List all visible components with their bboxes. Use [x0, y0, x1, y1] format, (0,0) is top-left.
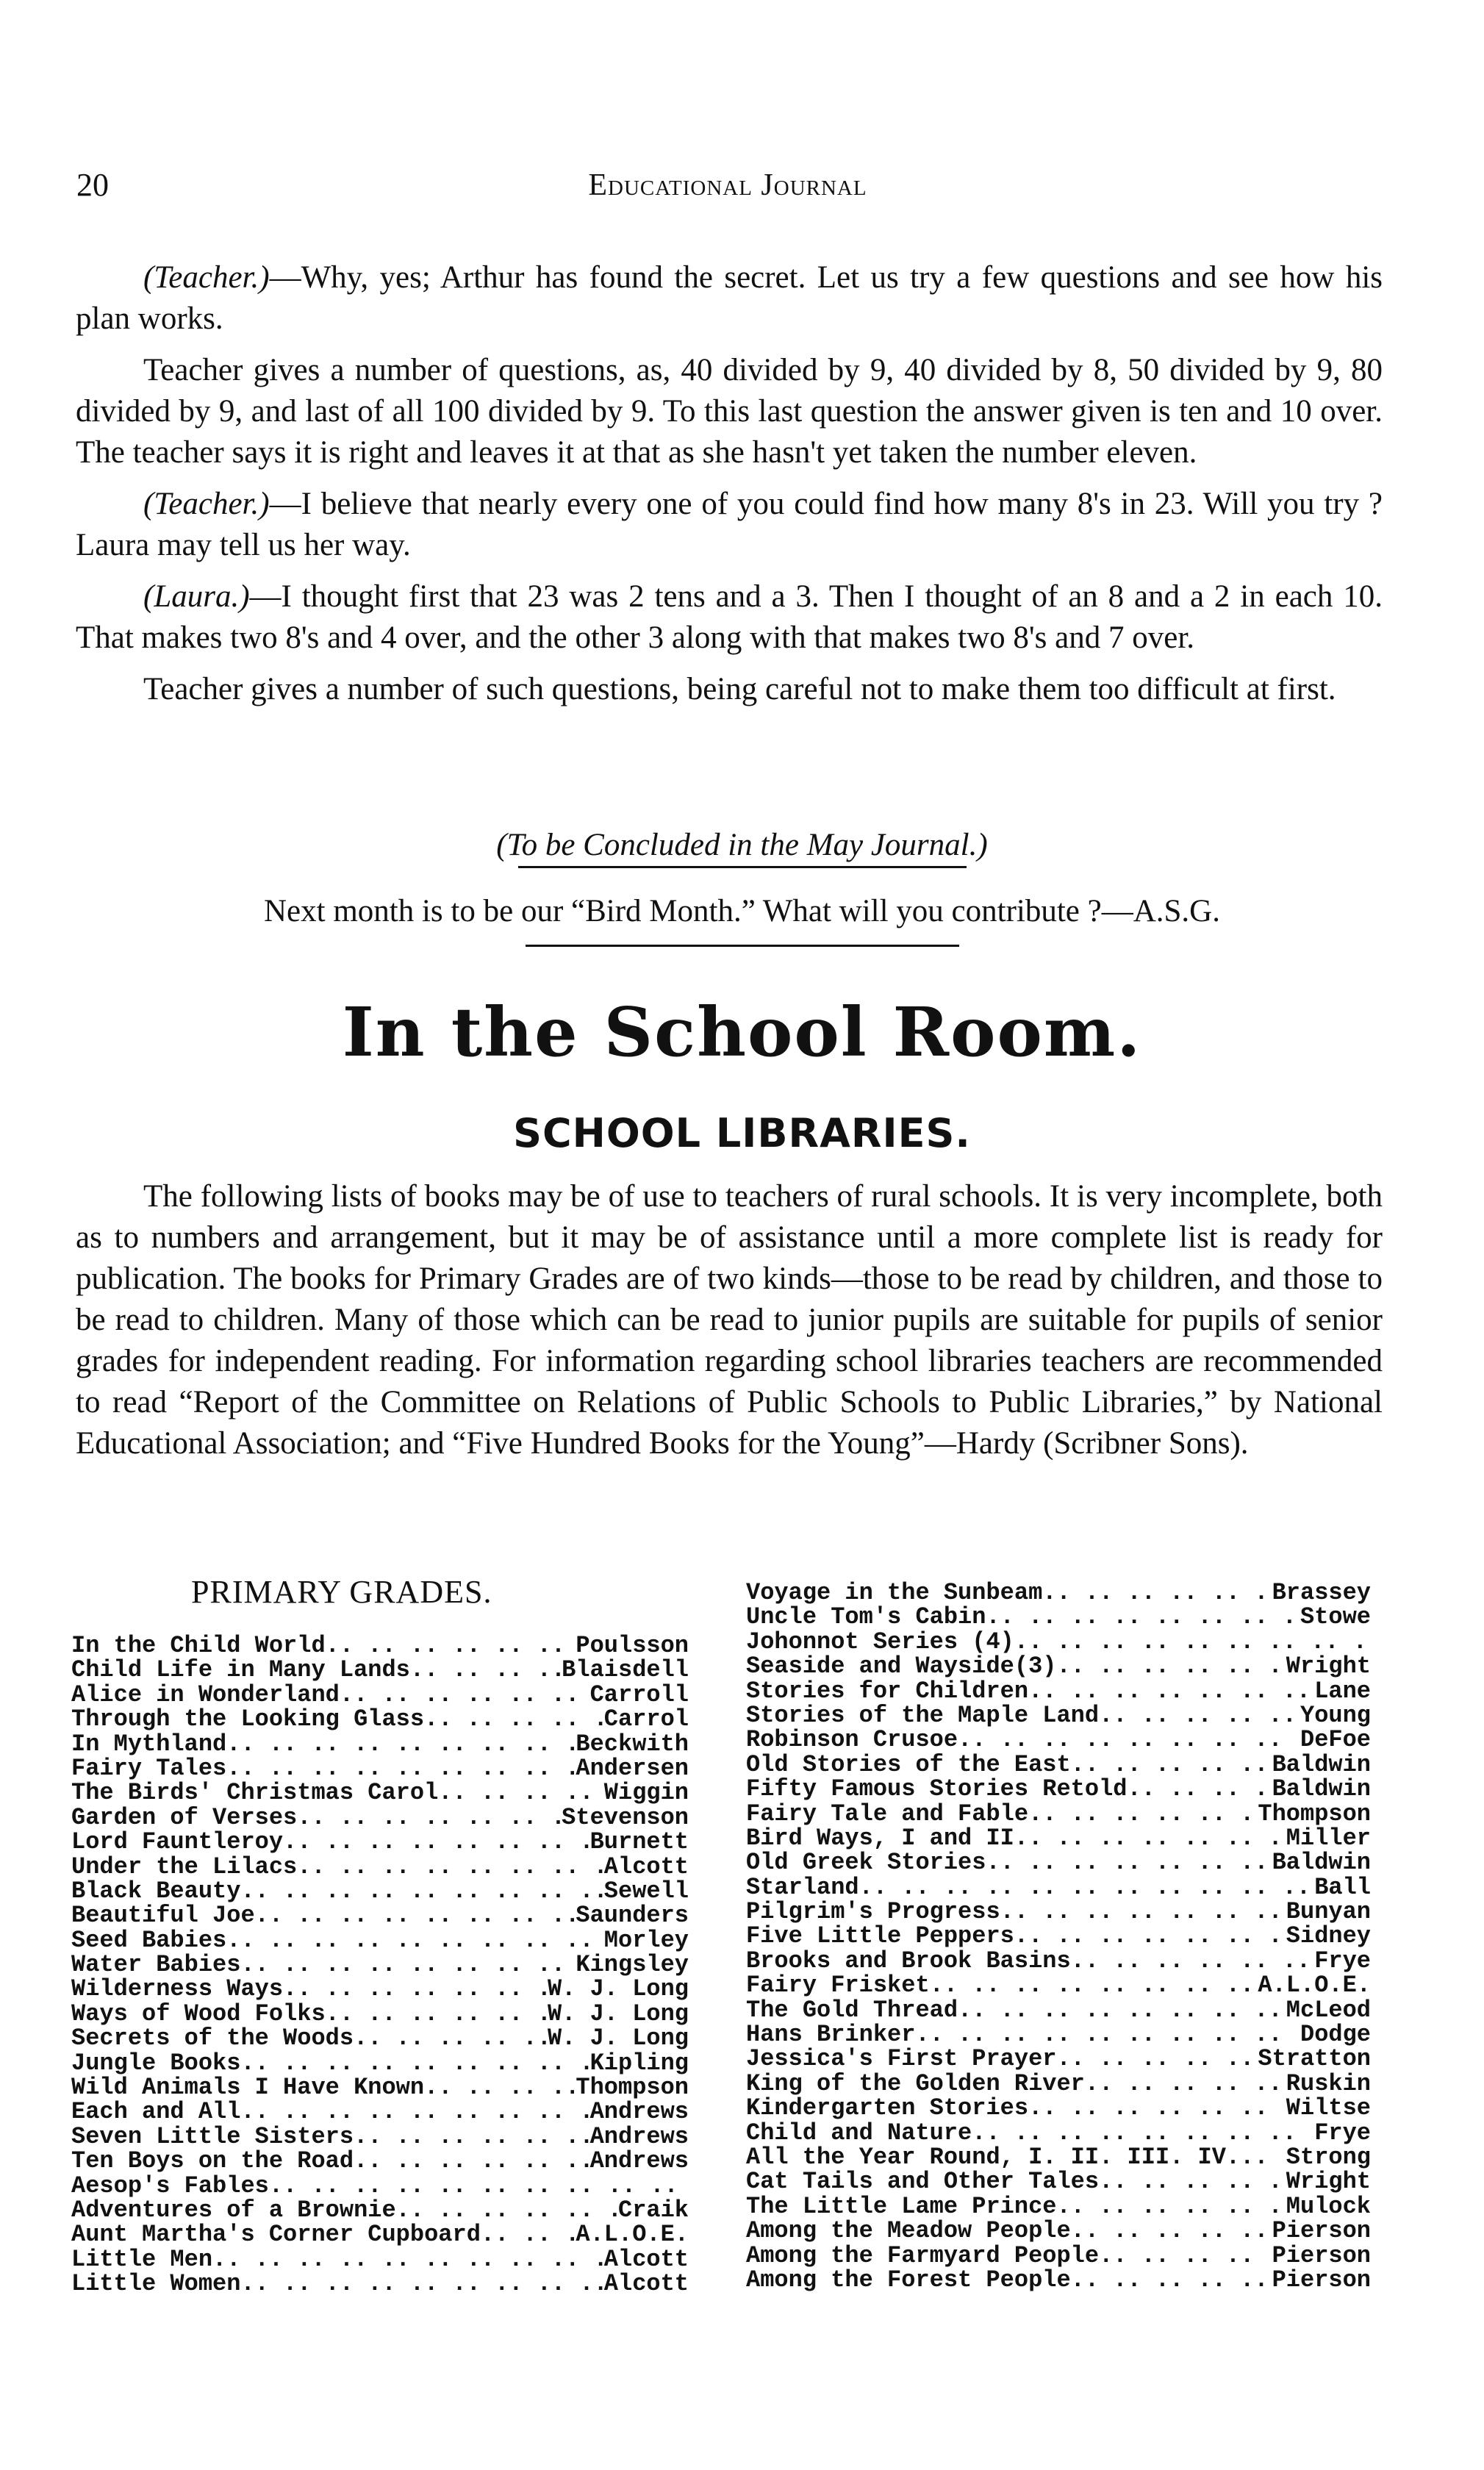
- leader-dots: [1056, 2194, 1286, 2219]
- book-title: Pilgrim's Progress: [746, 1900, 1000, 1925]
- leader-dots: [269, 2174, 689, 2198]
- book-title: The Birds' Christmas Carol: [71, 1780, 439, 1805]
- book-author: Young: [1300, 1703, 1371, 1728]
- book-entry: [71, 2124, 689, 2149]
- leader-dots: [240, 2272, 603, 2296]
- book-entry: [746, 2072, 1371, 2096]
- lesson-text: [76, 257, 1383, 710]
- leader-dots: [1099, 2244, 1272, 2268]
- leader-dots: [283, 1977, 548, 2001]
- book-entry: [71, 1683, 689, 1707]
- book-author: Burnett: [589, 1830, 689, 1855]
- leader-dots: [1127, 1777, 1272, 1801]
- book-list-left: [71, 1633, 689, 2297]
- book-title: Aunt Martha's Corner Cupboard: [71, 2222, 481, 2247]
- leader-dots: [226, 1756, 576, 1780]
- book-author: Kipling: [589, 2050, 689, 2076]
- book-title: Adventures of a Brownie: [71, 2197, 396, 2223]
- paragraph: Teacher gives a number of such questions, being careful not to make them too difficult at first.: [143, 672, 1336, 706]
- leader-dots: [972, 2121, 1314, 2145]
- book-author: Andersen: [576, 1755, 689, 1781]
- book-title: Starland: [746, 1875, 859, 1900]
- book-entry: [71, 2002, 689, 2026]
- bird-month-note: Next month is to be our “Bird Month.” What will you contribute ?—A.S.G.: [264, 894, 1220, 928]
- book-entry: [746, 1630, 1371, 1654]
- book-author: Saunders: [576, 1903, 689, 1928]
- speaker: (Laura.): [143, 579, 250, 614]
- leader-dots: [986, 1605, 1300, 1629]
- book-author: W. J. Long: [547, 1977, 689, 2002]
- leader-dots: [1071, 2219, 1272, 2243]
- book-title: Ways of Wood Folks: [71, 2001, 326, 2027]
- book-title: All the Year Round, I. II. III. IV.: [746, 2144, 1241, 2170]
- book-author: Kingsley: [576, 1952, 689, 1977]
- book-entry: [746, 2194, 1371, 2219]
- book-entry: [746, 2096, 1371, 2120]
- book-title: Wilderness Ways: [71, 1977, 284, 2002]
- book-author: Alcott: [603, 1854, 689, 1879]
- book-entry: [71, 1707, 689, 1731]
- running-head: [74, 166, 1382, 210]
- leader-dots: [424, 2075, 576, 2100]
- leader-dots: [240, 1879, 603, 1903]
- book-title: Voyage in the Sunbeam: [746, 1581, 1043, 1606]
- book-title: Among the Forest People: [746, 2267, 1071, 2293]
- book-author: Dodge: [1300, 2022, 1371, 2047]
- book-author: Pierson: [1272, 2219, 1371, 2244]
- book-title: Beautiful Joe: [71, 1903, 255, 1928]
- book-author: Craik: [617, 2197, 689, 2223]
- book-author: Stowe: [1300, 1605, 1371, 1630]
- book-title: Cat Tails and Other Tales: [746, 2169, 1100, 2194]
- leader-dots: [1042, 1581, 1272, 1605]
- book-author: Baldwin: [1272, 1777, 1371, 1802]
- leader-dots: [1014, 1924, 1286, 1948]
- book-title: Fairy Tales: [71, 1755, 227, 1781]
- book-entry: [746, 1753, 1371, 1777]
- divider: [518, 866, 967, 868]
- book-entry: [746, 1777, 1371, 1801]
- book-author: Andrews: [589, 2149, 689, 2174]
- book-author: W. J. Long: [547, 2001, 689, 2027]
- book-title: Stories of the Maple Land: [746, 1703, 1100, 1728]
- leader-dots: [354, 2026, 548, 2050]
- book-title: In Mythland: [71, 1731, 227, 1756]
- book-author: W. J. Long: [547, 2026, 689, 2051]
- book-title: Robinson Crusoe: [746, 1728, 958, 1753]
- book-title: The Gold Thread: [746, 1997, 958, 2023]
- intro-text: [76, 1176, 1383, 1464]
- book-author: Baldwin: [1272, 1752, 1371, 1778]
- book-entry: [746, 2121, 1371, 2145]
- book-entry: [746, 1654, 1371, 1678]
- book-title: Little Women: [71, 2272, 241, 2297]
- book-title: Ten Boys on the Road: [71, 2149, 354, 2174]
- divider: [526, 945, 959, 947]
- book-title: The Little Lame Prince: [746, 2194, 1057, 2219]
- leader-dots: [481, 2222, 576, 2247]
- book-entry: [746, 1998, 1371, 2022]
- book-title: Fairy Frisket: [746, 1973, 930, 1998]
- book-author: Lane: [1314, 1678, 1371, 1703]
- leader-dots: [1071, 1753, 1272, 1777]
- leader-dots: [1000, 1900, 1286, 1924]
- book-author: Wright: [1286, 2169, 1371, 2194]
- book-author: McLeod: [1286, 1997, 1371, 2023]
- book-entry: [746, 1924, 1371, 1948]
- book-entry: [71, 2051, 689, 2075]
- book-author: Bunyan: [1286, 1900, 1371, 1925]
- book-title: Lord Fauntleroy: [71, 1830, 284, 1855]
- paragraph-text: —Why, yes; Arthur has found the secret. Let us try a few questions and see how his plan works.: [76, 260, 1383, 336]
- book-author: Poulsson: [576, 1633, 689, 1658]
- leader-dots: [354, 2149, 590, 2173]
- book-title: Seed Babies: [71, 1927, 227, 1953]
- book-entry: [71, 2222, 689, 2247]
- book-entry: [71, 2198, 689, 2222]
- book-author: Morley: [603, 1927, 689, 1953]
- book-author: A.L.O.E.: [1258, 1973, 1371, 1998]
- leader-dots: [438, 1780, 604, 1805]
- paragraph: [76, 257, 1383, 340]
- book-entry: [71, 1879, 689, 1903]
- section-subheading: SCHOOL LIBRARIES.: [513, 1110, 971, 1156]
- book-author: Pierson: [1272, 2267, 1371, 2293]
- book-entry: [71, 1855, 689, 1879]
- book-author: Strong: [1286, 2144, 1371, 2170]
- leader-dots: [1056, 2047, 1258, 2071]
- book-title: Old Stories of the East: [746, 1752, 1071, 1778]
- leader-dots: [915, 2022, 1300, 2047]
- book-entry: [71, 2174, 689, 2198]
- leader-dots: [1028, 1679, 1314, 1703]
- book-title: Seven Little Sisters: [71, 2124, 354, 2149]
- book-entry: [746, 1973, 1371, 1997]
- book-title: King of the Golden River: [746, 2071, 1085, 2097]
- book-title: Brooks and Brook Basins: [746, 1948, 1071, 1974]
- book-title: Fifty Famous Stories Retold: [746, 1777, 1128, 1802]
- book-title: Through the Looking Glass: [71, 1707, 425, 1732]
- book-title: Secrets of the Woods: [71, 2026, 354, 2051]
- book-entry: [71, 1805, 689, 1830]
- list-title: PRIMARY GRADES.: [191, 1574, 492, 1610]
- leader-dots: [1014, 1630, 1371, 1654]
- book-title: Fairy Tale and Fable: [746, 1801, 1029, 1826]
- book-entry: [746, 1581, 1371, 1605]
- book-entry: [746, 1802, 1371, 1826]
- book-title: Under the Lilacs: [71, 1854, 298, 1879]
- book-title: Each and All: [71, 2100, 241, 2124]
- book-entry: [746, 1728, 1371, 1752]
- book-entry: [746, 2169, 1371, 2194]
- book-entry: [746, 2244, 1371, 2268]
- leader-dots: [226, 1928, 604, 1952]
- book-title: Child Life in Many Lands: [71, 1658, 410, 1683]
- book-entry: [746, 2047, 1371, 2071]
- book-author: Wiltse: [1286, 2096, 1371, 2121]
- leader-dots: [1071, 2268, 1272, 2292]
- book-author: Sewell: [603, 1878, 689, 1904]
- leader-dots: [958, 1998, 1286, 2022]
- book-title: Among the Meadow People: [746, 2219, 1071, 2244]
- leader-dots: [1014, 1826, 1286, 1850]
- book-author: DeFoe: [1300, 1728, 1371, 1753]
- to-be-concluded-note: (To be Concluded in the May Journal.): [496, 828, 988, 862]
- book-entry: [71, 1780, 689, 1805]
- book-entry: [746, 1949, 1371, 1973]
- book-entry: [746, 2268, 1371, 2292]
- book-author: Thompson: [1258, 1801, 1371, 1826]
- leader-dots: [297, 1855, 604, 1879]
- paragraph-text: —I thought first that 23 was 2 tens and a 3. Then I thought of an 8 and a 2 in each 10. That makes two 8's and 4 over, and the other 3 along with that makes two 8's and 7 over.: [76, 579, 1383, 655]
- leader-dots: [212, 2247, 604, 2272]
- book-title: Uncle Tom's Cabin: [746, 1605, 986, 1630]
- leader-dots: [240, 2100, 589, 2124]
- book-entry: [746, 2219, 1371, 2243]
- book-entry: [71, 1732, 689, 1756]
- book-author: Frye: [1314, 1948, 1371, 1974]
- book-author: Andrews: [589, 2124, 689, 2149]
- paragraph: The following lists of books may be of use to teachers of rural schools. It is very incomplete, both as to numbers and arrangement, but it may be of assistance until a more complete list is ready for publication. The books for Primary Grades are of two kinds—those to be read by children, and those to be read to children. Many of those which can be read to junior pupils are suitable for pupils of senior grades for independent reading. For information regarding school libraries teachers are recommended to read “Report of the Committee on Relations of Public Schools to Public Libraries,” by National Educational Association; and “Five Hundred Books for the Young”—Hardy (Scribner Sons).: [76, 1179, 1383, 1461]
- section-heading: In the School Room.: [342, 992, 1142, 1072]
- paragraph: [76, 484, 1383, 566]
- book-entry: [71, 1928, 689, 1952]
- leader-dots: [1071, 1949, 1315, 1973]
- book-author: Mulock: [1286, 2194, 1371, 2219]
- leader-dots: [958, 1728, 1300, 1752]
- leader-dots: [283, 1830, 590, 1854]
- book-author: Frye: [1314, 2120, 1371, 2145]
- book-entry: [746, 1875, 1371, 1900]
- book-author: Sidney: [1286, 1924, 1371, 1949]
- book-author: Alcott: [603, 2247, 689, 2272]
- book-title: Seaside and Wayside(3): [746, 1654, 1057, 1679]
- book-author: Wiggin: [603, 1780, 689, 1805]
- book-title: Johonnot Series (4): [746, 1629, 1014, 1655]
- book-entry: [71, 1658, 689, 1682]
- book-entry: [71, 1952, 689, 1977]
- book-title: Among the Farmyard People: [746, 2243, 1100, 2268]
- book-entry: [746, 1826, 1371, 1850]
- leader-dots: [1028, 1802, 1258, 1826]
- book-title: Five Little Peppers: [746, 1924, 1014, 1949]
- book-author: Blaisdell: [562, 1658, 689, 1683]
- book-author: Carroll: [589, 1682, 689, 1708]
- book-title: Kindergarten Stories: [746, 2096, 1029, 2121]
- paragraph-text: —I believe that nearly every one of you could find how many 8's in 23. Will you try ? Laura may tell us her way.: [76, 487, 1383, 562]
- book-author: Wright: [1286, 1654, 1371, 1679]
- leader-dots: [326, 2002, 548, 2026]
- book-title: Water Babies: [71, 1952, 241, 1977]
- book-author: Pierson: [1272, 2243, 1371, 2268]
- book-entry: [746, 1679, 1371, 1703]
- book-author: Ruskin: [1286, 2071, 1371, 2097]
- leader-dots: [340, 1683, 590, 1707]
- book-entry: [746, 2022, 1371, 2047]
- leader-dots: [1028, 2096, 1286, 2120]
- leader-dots: [326, 1633, 576, 1658]
- journal-title: Educational Journal: [588, 168, 867, 202]
- book-title: Aesop's Fables: [71, 2173, 269, 2198]
- book-entry: [71, 2026, 689, 2050]
- book-author: Brassey: [1272, 1581, 1371, 1606]
- leader-dots: [354, 2124, 590, 2149]
- leader-dots: [410, 1658, 562, 1682]
- leader-dots: [226, 1732, 576, 1756]
- book-entry: [746, 2145, 1371, 2169]
- book-entry: [71, 2272, 689, 2296]
- book-entry: [71, 2149, 689, 2173]
- book-author: Thompson: [576, 2075, 689, 2100]
- book-author: Baldwin: [1272, 1850, 1371, 1875]
- book-title: Child and Nature: [746, 2120, 972, 2145]
- book-entry: [746, 1605, 1371, 1629]
- book-title: Bird Ways, I and II: [746, 1825, 1014, 1851]
- book-entry: [746, 1850, 1371, 1875]
- leader-dots: [1085, 2072, 1286, 2096]
- book-entry: [71, 2247, 689, 2272]
- book-title: Stories for Children: [746, 1678, 1029, 1703]
- speaker: (Teacher.): [143, 260, 270, 295]
- page-number: 20: [76, 167, 109, 203]
- book-title: Black Beauty: [71, 1878, 241, 1904]
- book-entry: [746, 1703, 1371, 1728]
- book-author: Stevenson: [562, 1805, 689, 1830]
- book-author: Stratton: [1258, 2047, 1371, 2072]
- book-title: Old Greek Stories: [746, 1850, 986, 1875]
- leader-dots: [1099, 2169, 1286, 2194]
- book-title: Hans Brinker: [746, 2022, 916, 2047]
- leader-dots: [240, 1952, 576, 1977]
- leader-dots: [240, 2051, 589, 2075]
- paragraph: [76, 576, 1383, 659]
- book-entry: [71, 1830, 689, 1854]
- book-title: In the Child World: [71, 1633, 326, 1658]
- book-list-right: [746, 1581, 1371, 2292]
- leader-dots: [255, 1903, 576, 1927]
- leader-dots: [396, 2198, 618, 2222]
- leader-dots: [1240, 2145, 1286, 2169]
- paragraph: Teacher gives a number of questions, as, 40 divided by 9, 40 divided by 8, 50 divided by 9, 80 divided by 9, and last of all 100 divided by 9. To this last question the answer given is ten and 10 over. The teacher says it is right and leaves it at that as she hasn't yet taken the number eleven.: [76, 353, 1383, 470]
- leader-dots: [859, 1875, 1315, 1900]
- leader-dots: [297, 1805, 562, 1830]
- book-entry: [746, 1900, 1371, 1924]
- leader-dots: [986, 1850, 1272, 1875]
- book-author: Carrol: [603, 1707, 689, 1732]
- book-author: A.L.O.E.: [576, 2222, 689, 2247]
- book-entry: [71, 1977, 689, 2001]
- book-author: Ball: [1314, 1875, 1371, 1900]
- book-author: Beckwith: [576, 1731, 689, 1756]
- book-entry: [71, 2075, 689, 2100]
- book-author: Miller: [1286, 1825, 1371, 1851]
- book-entry: [71, 1633, 689, 1658]
- book-title: Little Men: [71, 2247, 213, 2272]
- book-author: Alcott: [603, 2272, 689, 2297]
- book-title: Wild Animals I Have Known: [71, 2075, 425, 2100]
- book-title: Alice in Wonderland: [71, 1682, 340, 1708]
- book-entry: [71, 2100, 689, 2124]
- book-title: Jessica's First Prayer: [746, 2047, 1057, 2072]
- book-author: Andrews: [589, 2100, 689, 2124]
- leader-dots: [424, 1707, 604, 1731]
- speaker: (Teacher.): [143, 487, 270, 521]
- book-entry: [71, 1903, 689, 1927]
- leader-dots: [1056, 1654, 1286, 1678]
- leader-dots: [930, 1973, 1258, 1997]
- book-title: Jungle Books: [71, 2050, 241, 2076]
- book-title: Garden of Verses: [71, 1805, 298, 1830]
- book-entry: [71, 1756, 689, 1780]
- leader-dots: [1099, 1703, 1300, 1728]
